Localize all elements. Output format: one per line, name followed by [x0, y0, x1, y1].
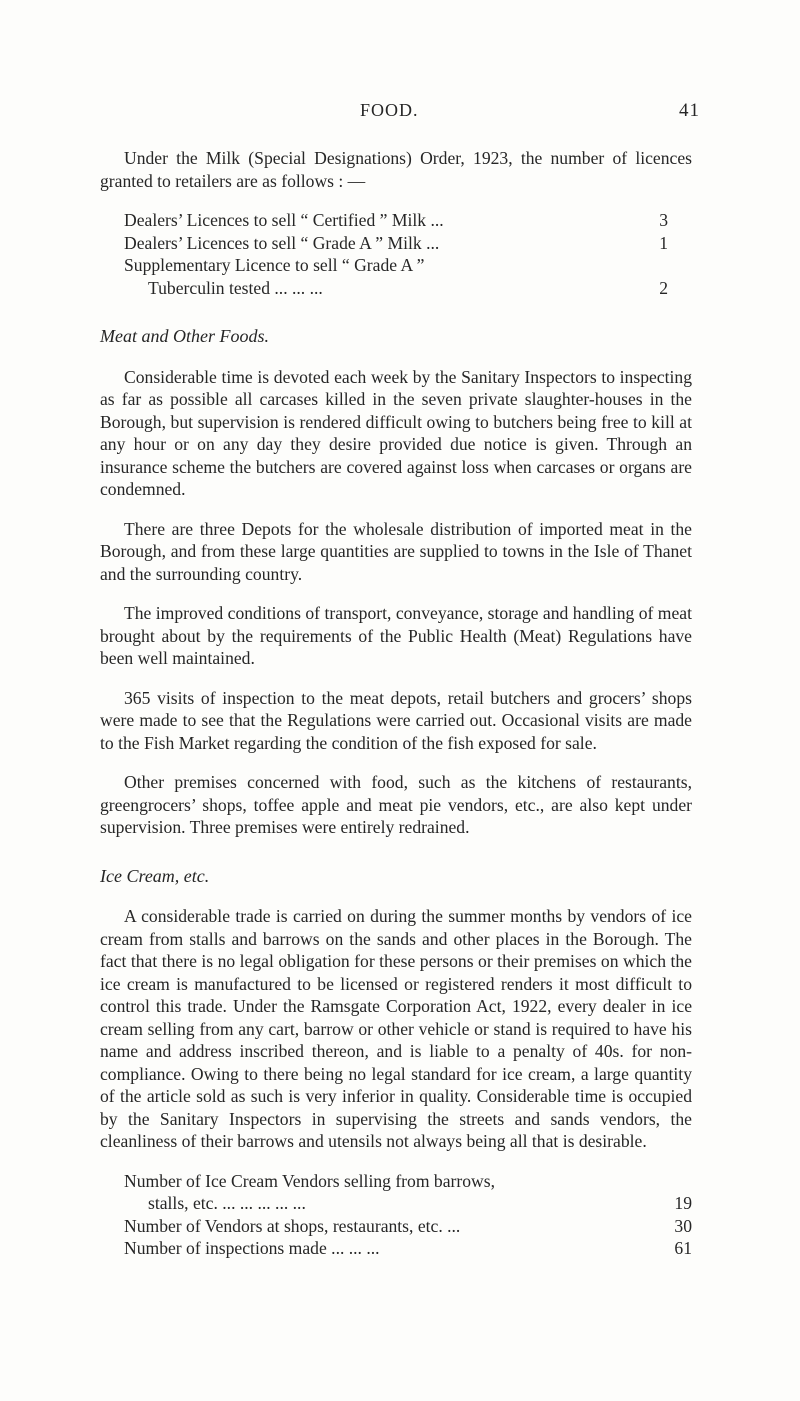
meat-paragraph: 365 visits of inspection to the meat depots, retail butchers and grocers’ shops were made to see that the Regulations were carried out. Occasional visits are made to the Fish Market regarding the condition of the fish exposed for sale. [100, 687, 692, 753]
licence-label: Dealers’ Licences to sell “ Grade A ” Milk ... [124, 232, 440, 253]
ice-cream-paragraph: A considerable trade is carried on during the summer months by vendors of ice cream from stalls and barrows on the sands and other places in the Borough. The fact that there is no legal obligation for these persons or their premises on which the ice cream is manufactured to be licensed or registered renders it most difficult to control this trade. Under the Ramsgate Corporation Act, 1922, every dealer in ice cream selling from any cart, barrow or other vehicle or stand is required to have his name and address inscribed thereon, and is liable to a penalty of 40s. for non-compliance. Owing to there being no legal standard for ice cream, a large quantity of the article sold as such is very inferior in quality. Considerable time is occupied by the Sanitary Inspectors in supervising the streets and sands vendors, the cleanliness of their barrows and utensils not always being all that is desirable. [100, 906, 692, 1151]
licence-label-continued: Tuberculin tested ... ... ... [148, 277, 323, 298]
stat-label: Number of Vendors at shops, restaurants, etc. ... [124, 1215, 461, 1236]
stat-count: 19 [674, 1193, 692, 1213]
meat-paragraph: There are three Depots for the wholesale distribution of imported meat in the Borough, and from these large quantities are supplied to towns in the Isle of Thanet and the surrounding country. [100, 518, 692, 584]
stat-row-continued [124, 1192, 692, 1215]
stat-row [124, 1237, 692, 1260]
section-heading-ice-cream: Ice Cream, etc. [100, 865, 210, 886]
page-number: 41 [679, 100, 700, 121]
stat-label: Number of Ice Cream Vendors selling from barrows, [124, 1170, 495, 1191]
licence-label: Supplementary Licence to sell “ Grade A ” [124, 255, 425, 275]
meat-paragraph: Other premises concerned with food, such as the kitchens of restaurants, greengrocers’ shops, toffee apple and meat pie vendors, etc., are also kept under supervision. Three premises were entirely redrained. [100, 772, 692, 837]
ice-cream-stats [124, 1170, 692, 1260]
licence-row [124, 232, 692, 255]
licence-label: Dealers’ Licences to sell “ Certified ” Milk ... [124, 210, 444, 230]
licence-count: 1 [659, 232, 668, 253]
licence-count: 3 [659, 210, 668, 230]
meat-paragraph: Considerable time is devoted each week by the Sanitary Inspectors to inspecting as far as possible all carcases killed in the seven private slaughter-houses in the Borough, but supervision is rendered difficult owing to butchers being free to kill at any hour or on any day they desire provided due notice is given. Through an insurance scheme the butchers are covered against loss when carcases or organs are condemned. [100, 366, 692, 499]
meat-paragraph: The improved conditions of transport, conveyance, storage and handling of meat brought about by the requirements of the Public Health (Meat) Regulations have been well maintained. [100, 603, 692, 668]
licence-list [124, 209, 692, 299]
licence-row-continued [124, 277, 692, 300]
stat-row [124, 1170, 692, 1193]
licence-row [124, 209, 692, 232]
licence-row [124, 254, 692, 277]
section-heading-meat: Meat and Other Foods. [100, 326, 269, 346]
stat-count: 30 [674, 1215, 692, 1236]
stat-label: Number of inspections made ... ... ... [124, 1238, 380, 1258]
running-title: FOOD. [360, 100, 419, 120]
body-text [100, 147, 692, 1260]
licence-count: 2 [659, 277, 668, 298]
stat-row [124, 1215, 692, 1238]
intro-paragraph: Under the Milk (Special Designations) Order, 1923, the number of licences granted to retailers are as follows : — [100, 148, 692, 191]
stat-count: 61 [674, 1238, 692, 1258]
stat-label-continued: stalls, etc. ... ... ... ... ... [148, 1193, 306, 1213]
